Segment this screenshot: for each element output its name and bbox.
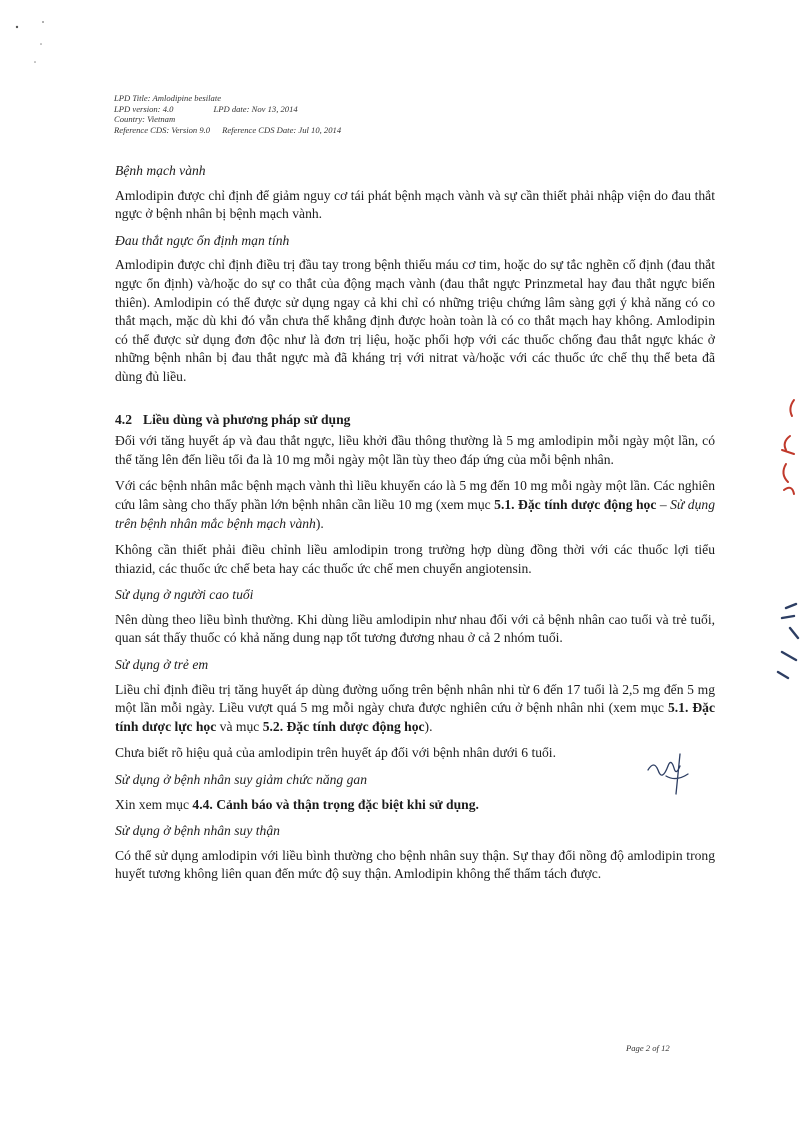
reference-cds bbox=[114, 125, 341, 136]
subsection-ref: Sử dụng trên bệnh nhân mắc bệnh mạch vành bbox=[115, 496, 715, 531]
children-paragraph-2: Chưa biết rõ hiệu quả của amlodipin trên huyết áp đối với bệnh nhân dưới 6 tuổi. bbox=[115, 745, 556, 761]
section-ref-5-2: 5.2. Đặc tính dược động học bbox=[262, 718, 425, 734]
hepatic-paragraph bbox=[115, 796, 715, 815]
lpd-version-date bbox=[114, 104, 341, 115]
dosage-p2-dash: – bbox=[656, 496, 671, 512]
dosage-p2-end: ). bbox=[315, 515, 324, 531]
dosage-paragraph-3: Không cần thiết phải điều chỉnh liều amlodipin trong trường hợp dùng đồng thời với các thuốc lợi tiểu thiazid, các thuốc ức chế beta hay các thuốc ức chế men chuyển angiotensin. bbox=[115, 542, 715, 576]
section-title: Liều dùng và phương pháp sử dụng bbox=[143, 411, 351, 427]
children-and: và mục bbox=[216, 718, 263, 734]
coronary-paragraph: Amlodipin được chỉ định để giảm nguy cơ tái phát bệnh mạch vành và sự cần thiết phải nhập viện do đau thắt ngực ở bệnh nhân bị bệnh mạch vành. bbox=[115, 187, 715, 222]
dosage-paragraph-1: Đối với tăng huyết áp và đau thắt ngực, liều khởi đầu thông thường là 5 mg amlodipin mỗi ngày một lần, có thể tăng lên đến liều tối đa là 10 mg mỗi ngày một lần tùy theo đáp ứng của mỗi bệnh nhân. bbox=[115, 433, 715, 467]
document-header bbox=[114, 93, 341, 135]
elderly-paragraph: Nên dùng theo liều bình thường. Khi dùng liều amlodipin như nhau đối với cả bệnh nhân cao tuổi và trẻ tuổi, quan sát thấy thuốc có khả năng dung nạp tốt tương đương nhau ở cả 2 nhóm tuổi. bbox=[115, 611, 715, 646]
partial-red-stamp-icon bbox=[760, 390, 800, 690]
children-paragraph bbox=[115, 681, 715, 737]
dosage-paragraph-2 bbox=[115, 477, 715, 533]
lpd-title: LPD Title: Amlodipine besilate bbox=[114, 93, 222, 103]
children-subheading: Sử dụng ở trẻ em bbox=[115, 657, 209, 673]
page-number: Page 2 of 12 bbox=[626, 1043, 670, 1053]
children-end: ). bbox=[424, 718, 433, 734]
document-body bbox=[115, 162, 715, 892]
section-ref-4-4: 4.4. Cảnh báo và thận trọng đặc biệt khi sử dụng. bbox=[192, 796, 479, 812]
country: Country: Vietnam bbox=[114, 114, 176, 125]
hepatic-subheading: Sử dụng ở bệnh nhân suy giảm chức năng gan bbox=[115, 772, 368, 788]
section-heading-4-2 bbox=[115, 411, 715, 430]
renal-subheading: Sử dụng ở bệnh nhân suy thận bbox=[115, 823, 280, 839]
dosage-p2-text: Với các bệnh nhân mắc bệnh mạch vành thì liều khuyến cáo là 5 mg đến 10 mg mỗi ngày một lần. Các nghiên cứu lâm sàng cho thấy phần lớn bệnh nhân cần liều 10 mg (xem mục bbox=[115, 478, 715, 512]
reference-cds-version: Reference CDS: Version 9.0 bbox=[114, 124, 211, 135]
coronary-subheading: Bệnh mạch vành bbox=[115, 163, 206, 178]
handwritten-signature-icon bbox=[640, 748, 700, 808]
section-ref-5-1-pd: 5.1. Đặc tính dược lực học bbox=[115, 700, 715, 734]
hepatic-text: Xin xem mục bbox=[115, 796, 193, 812]
renal-paragraph: Có thể sử dụng amlodipin với liều bình thường cho bệnh nhân suy thận. Sự thay đổi nồng độ amlodipin trong huyết tương không liên quan đến mức độ suy thận. Amlodipin không thể thẩm tách được. bbox=[115, 847, 715, 882]
angina-subheading: Đau thắt ngực ổn định mạn tính bbox=[115, 232, 290, 248]
scan-specks bbox=[0, 0, 60, 70]
angina-paragraph: Amlodipin được chỉ định điều trị đầu tay trong bệnh thiếu máu cơ tim, hoặc do sự tắc nghẽn cố định (đau thắt ngực ổn định) và/hoặc do sự co thắt của động mạch vành (đau thắt ngực Prinzmetal hay đau thắt ngực biến thiên). Amlodipin có thể được sử dụng ngay cả khi chỉ có những triệu chứng lâm sàng gợi ý khả năng có co thắt mạch, mặc dù khi đó vẫn chưa thể khẳng định được hoàn toàn là có co thắt mạch hay không. Amlodipin có thể được sử dụng đơn độc như là đơn trị liệu, hoặc phối hợp với các thuốc chống đau thắt ngực khác ở những bệnh nhân bị đau thắt ngực mà đã kháng trị với nitrat và/hoặc với các thuốc ức chế thụ thể beta đã dùng đủ liều. bbox=[115, 257, 715, 384]
lpd-date: LPD date: Nov 13, 2014 bbox=[213, 103, 298, 114]
elderly-subheading: Sử dụng ở người cao tuổi bbox=[115, 587, 254, 603]
section-ref-5-1: 5.1. Đặc tính dược động học bbox=[494, 496, 657, 512]
children-text: Liều chỉ định điều trị tăng huyết áp dùng đường uống trên bệnh nhân nhi từ 6 đến 17 tuổi là 2,5 mg đến 5 mg một lần mỗi ngày. Liều vượt quá 5 mg mỗi ngày chưa được nghiên cứu ở bệnh nhân nhi (xem mục bbox=[115, 681, 715, 716]
section-number: 4.2 bbox=[115, 411, 132, 427]
reference-cds-date: Reference CDS Date: Jul 10, 2014 bbox=[222, 124, 342, 135]
lpd-version: LPD version: 4.0 bbox=[114, 103, 174, 114]
